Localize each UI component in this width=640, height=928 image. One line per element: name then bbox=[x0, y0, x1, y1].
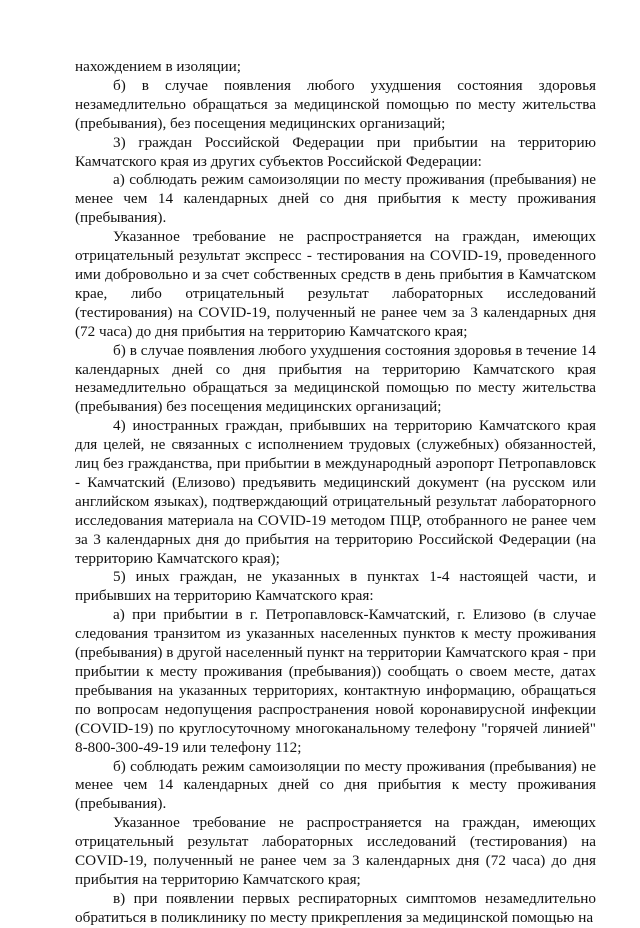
paragraph: 3) граждан Российской Федерации при прибытии на территорию Камчатского края из других субъектов Российской Федерации: bbox=[75, 133, 596, 170]
paragraph: Указанное требование не распространяется на граждан, имеющих отрицательный результат экспресс - тестирования на COVID-19, проведенного ими добровольно и за счет собственных средств в день прибытия в Камчатском крае, либо отрицательный результат лабораторных исследований (тестирования) на COVID-19, полученный не ранее чем за 3 календарных дня (72 часа) до дня прибытия на территорию Камчатского края; bbox=[75, 228, 596, 340]
paragraph: в) при появлении первых респираторных симптомов незамедлительно обратиться в поликлинику по месту прикрепления за медицинской помощью на bbox=[75, 889, 596, 926]
paragraph: а) при прибытии в г. Петропавловск-Камчатский, г. Елизово (в случае следования транзитом из указанных населенных пунктов к месту проживания (пребывания) в другой населенный пункт на территории Камчатского края - при прибытии к месту проживания (пребывания)) сообщать о своем месте, датах пребывания на указанных территориях, контактную информацию, обращаться по вопросам недопущения распространения новой коронавирусной инфекции (COVID-19) по круглосуточному многоканальному телефону "горячей линией" 8-800-300-49-19 или телефону 112; bbox=[75, 606, 596, 756]
document-page bbox=[75, 58, 596, 928]
paragraph: б) соблюдать режим самоизоляции по месту проживания (пребывания) не менее чем 14 календарных дней со дня прибытия к месту проживания (пребывания). bbox=[75, 757, 596, 813]
paragraph: 5) иных граждан, не указанных в пунктах 1-4 настоящей части, и прибывших на территорию Камчатского края: bbox=[75, 568, 596, 605]
paragraph: 4) иностранных граждан, прибывших на территорию Камчатского края для целей, не связанных с исполнением трудовых (служебных) обязанностей, лиц без гражданства, при прибытии в международный аэропорт Петропавловск - Камчатский (Елизово) предъявить медицинский документ (на русском или английском языках), подтверждающий отрицательный результат лабораторного исследования материала на COVID-19 методом ПЦР, отобранного не ранее чем за 3 календарных дня до прибытия на территорию Российской Федерации (на территорию Камчатского края); bbox=[75, 417, 596, 567]
paragraph: б) в случае появления любого ухудшения состояния здоровья в течение 14 календарных дней со дня прибытия на территорию Камчатского края незамедлительно обращаться за медицинской помощью по месту жительства (пребывания) без посещения медицинских организаций; bbox=[75, 341, 596, 416]
paragraph: б) в случае появления любого ухудшения состояния здоровья незамедлительно обращаться за медицинской помощью по месту жительства (пребывания), без посещения медицинских организаций; bbox=[75, 76, 596, 132]
paragraph: Указанное требование не распространяется на граждан, имеющих отрицательный результат лабораторных исследований (тестирования) на COVID-19, полученный не ранее чем за 3 календарных дня (72 часа) до дня прибытия на территорию Камчатского края; bbox=[75, 814, 596, 888]
paragraph: а) соблюдать режим самоизоляции по месту проживания (пребывания) не менее чем 14 календарных дней со дня прибытия к месту проживания (пребывания). bbox=[75, 171, 596, 227]
paragraph: нахождением в изоляции; bbox=[75, 58, 242, 75]
